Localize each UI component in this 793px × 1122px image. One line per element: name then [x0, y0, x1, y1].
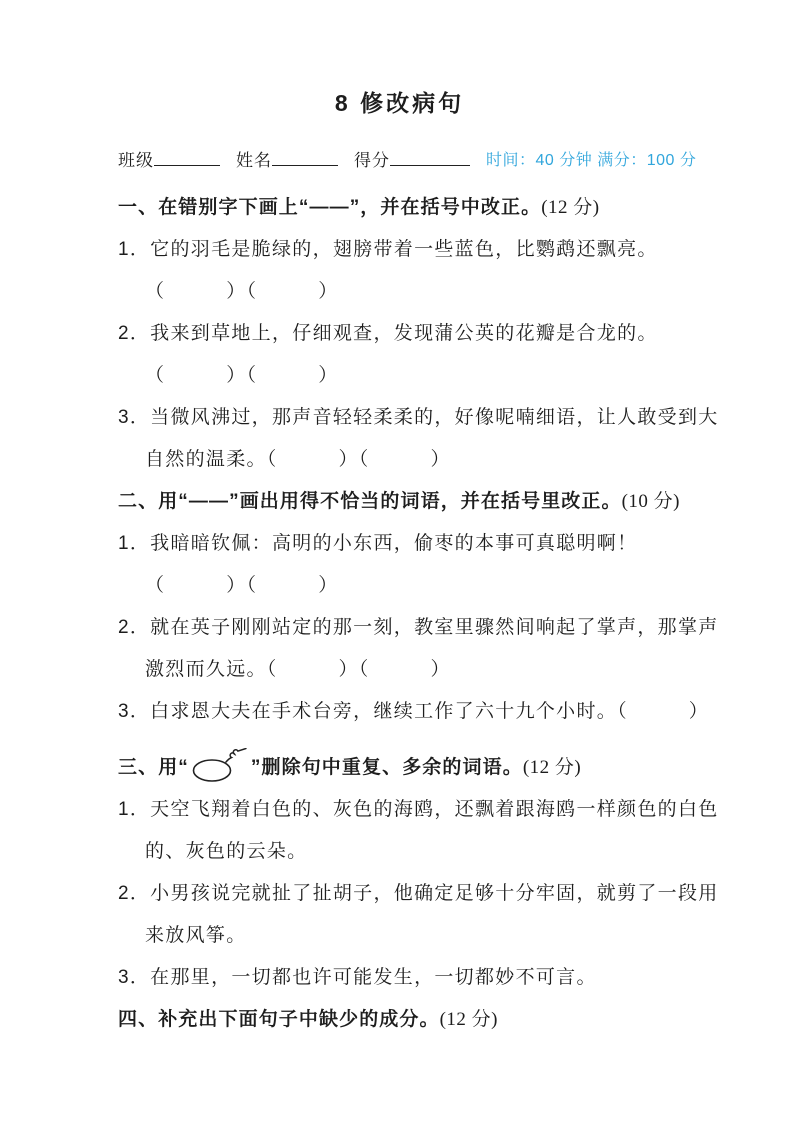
section-4: [118, 999, 681, 1041]
question-line: 1．我暗暗钦佩：高明的小东西，偷枣的本事可真聪明啊！: [118, 533, 638, 554]
question-line: 3．白求恩大夫在手术台旁，继续工作了六十九个小时。（ ）: [118, 701, 710, 722]
score-field-label: 得分: [354, 151, 390, 170]
answer-brackets-line: （ ）（ ）: [145, 365, 339, 386]
section-heading-text: 二、用“——”画出用得不恰当的词语，并在括号里改正。: [118, 491, 622, 512]
time-score-note: 时间：40 分钟 满分：100 分: [486, 152, 697, 169]
section-heading-text: 四、补充出下面句子中缺少的成分。: [118, 1009, 440, 1030]
question-line: 1．它的羽毛是脆绿的，翅膀带着一些蓝色，比鹦鹉还飘亮。: [118, 239, 658, 260]
question-line: 3．当微风沸过，那声音轻轻柔柔的，好像呢喃细语，让人敢受到大: [118, 407, 719, 428]
class-blank-line: [154, 150, 220, 166]
class-field: [118, 146, 220, 171]
info-row: [118, 146, 697, 171]
question-line-continuation: 的、灰色的云朵。: [145, 841, 308, 862]
section-heading-text: 三、用“: [118, 757, 189, 778]
answer-brackets-line: （ ）（ ）: [145, 575, 339, 596]
answer-brackets-line: （ ）（ ）: [145, 281, 339, 302]
question-line-continuation: 激烈而久远。（ ）（ ）: [145, 659, 451, 680]
score-field: [354, 146, 470, 171]
score-label: (12 分): [439, 1009, 499, 1030]
question-line: 2．就在英子刚刚站定的那一刻，教室里骤然间响起了掌声，那掌声: [118, 617, 719, 638]
section-heading: [118, 747, 681, 789]
section-heading-text: 一、在错别字下画上“——”，并在括号中改正。: [118, 197, 542, 218]
question-line-continuation: 来放风筝。: [145, 925, 247, 946]
name-blank-line: [272, 150, 338, 166]
section-2: [118, 481, 719, 733]
section-heading-text: ”删除句中重复、多余的词语。: [250, 757, 523, 778]
page-title: 8 修改病句: [334, 90, 465, 116]
question-line: 2．小男孩说完就扯了扯胡子，他确定足够十分牢固，就剪了一段用: [118, 883, 719, 904]
score-label: (12 分): [522, 757, 582, 778]
score-blank-line: [390, 150, 470, 166]
question-line: 2．我来到草地上，仔细观查，发现蒲公英的花瓣是合龙的。: [118, 323, 658, 344]
question-line: 3．在那里，一切都也许可能发生，一切都妙不可言。: [118, 967, 597, 988]
question-line-continuation: 自然的温柔。（ ）（ ）: [145, 449, 451, 470]
class-field-label: 班级: [118, 151, 154, 170]
score-label: (12 分): [541, 197, 600, 218]
section-heading: [118, 481, 681, 523]
question-line: 1．天空飞翔着白色的、灰色的海鸥，还飘着跟海鸥一样颜色的白色: [118, 799, 719, 820]
question-sections: [118, 187, 719, 1041]
section-heading: [118, 187, 681, 229]
score-label: (10 分): [621, 491, 681, 512]
section-1: [118, 187, 719, 481]
delete-circle-mark-icon: [191, 748, 249, 782]
section-heading: [118, 999, 681, 1041]
name-field: [236, 146, 338, 171]
name-field-label: 姓名: [236, 151, 272, 170]
section-3: [118, 747, 719, 999]
